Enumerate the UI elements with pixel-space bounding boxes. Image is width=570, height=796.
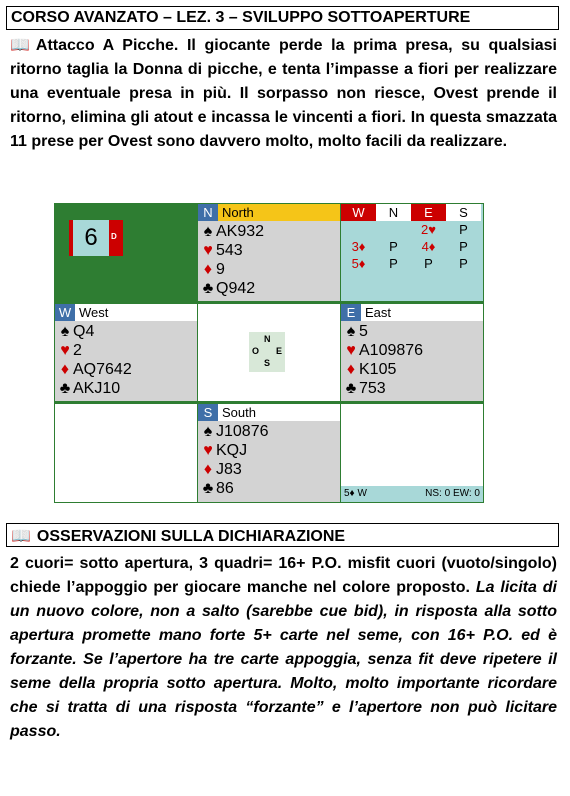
north-diamonds: 9 [216,261,225,278]
section-title-text: OSSERVAZIONI SULLA DICHIARAZIONE [36,528,346,545]
observations-italic-text: La licita di un nuovo colore, non a salto (sarebbe cue bid), in risposta alla sotto apertura promette mano forte 5+ carte nel seme, con 16+ P.O. ed è forzante. Se l’apertore ha tre carte appoggia, senza fit deve ripetere il seme della propria sotto apertura. Molto, molto importante ricordare che si tratta di una risposta “forzante” e l’apertore non può licitare passo. [10,579,557,740]
south-name: South [222,405,256,420]
bid-row: 3♦ P 4♦ P [351,239,468,254]
north-hearts: 543 [216,242,243,259]
board-number-cell [55,204,197,301]
east-name: East [365,305,392,320]
west-hand [55,304,197,401]
east-tag: E [341,304,361,321]
west-clubs: AKJ10 [73,380,121,397]
east-clubs: 753 [359,380,386,397]
south-clubs: 86 [216,480,234,497]
lesson-title: CORSO AVANZATO – LEZ. 3 – SVILUPPO SOTTOAPERTURE [6,6,559,30]
club-icon: ♣ [202,480,214,497]
book-icon: 📖 [10,37,30,54]
south-diamonds: J83 [216,461,242,478]
west-name: West [79,305,109,320]
south-hearts: KQJ [216,442,248,459]
south-hand [198,404,340,502]
spade-icon: ♠ [203,223,213,240]
club-icon: ♣ [202,280,214,297]
bidding-table [341,204,483,301]
book-icon: 📖 [11,528,31,545]
heart-icon: ♥ [203,442,213,459]
section-title [6,523,559,547]
bid-header-w: W [341,204,376,221]
heart-icon: ♥ [346,342,356,359]
diamond-icon: ♦ [203,261,213,278]
diamond-icon: ♦ [203,461,213,478]
west-diamonds: AQ7642 [73,361,132,378]
diamond-icon: ♦ [346,361,356,378]
south-spades: J10876 [216,423,269,440]
club-icon: ♣ [345,380,357,397]
club-icon: ♣ [59,380,71,397]
spade-icon: ♠ [60,323,70,340]
north-clubs: Q942 [216,280,256,297]
empty-cell [55,404,197,502]
diamond-icon: ♦ [60,361,70,378]
paragraph-text: Attacco A Picche. Il giocante perde la prima presa, su qualsiasi ritorno taglia la Donna di picche, e tenta l’impasse a fiori per realizzare una eventuale presa in più. Il sorpasso non riesce, Ovest prende il ritorno, elimina gli atout e incassa le vincenti a fiori. In questa smazzata 11 prese per Ovest sono davvero molto, molto facili da realizzare. [10,37,557,150]
east-hand [341,304,483,401]
observations-paragraph [10,552,557,744]
compass-icon: N O E S [249,332,285,372]
west-tag: W [55,304,75,321]
west-hearts: 2 [73,342,82,359]
spade-icon: ♠ [346,323,356,340]
south-tag: S [198,404,218,421]
spade-icon: ♠ [203,423,213,440]
observations-text: 2 cuori= sotto apertura, 3 quadri= 16+ P.O. misfit cuori (vuoto/singolo) chiede l’appoggio per giocare manche nel colore proposto. [10,555,557,596]
compass-cell [198,304,340,401]
dealer-marker: D [111,232,117,241]
north-name: North [222,205,254,220]
east-hearts: A109876 [359,342,424,359]
bridge-board [54,203,484,503]
heart-icon: ♥ [203,242,213,259]
board-number: 6 [73,220,109,256]
score: NS: 0 EW: 0 [425,488,480,499]
contract-cell [341,404,483,502]
east-diamonds: K105 [359,361,397,378]
contract: 5♦ W [344,488,367,499]
east-spades: 5 [359,323,368,340]
bid-header-n: N [376,204,411,221]
bid-header-s: S [446,204,481,221]
west-spades: Q4 [73,323,95,340]
north-hand [198,204,340,301]
north-spades: AK932 [216,223,265,240]
bid-row: 5♦ P P P [351,256,468,271]
north-tag: N [198,204,218,221]
bid-row: 2♥ P [421,222,468,237]
bid-header-e: E [411,204,446,221]
heart-icon: ♥ [60,342,70,359]
lesson-paragraph [10,34,557,154]
